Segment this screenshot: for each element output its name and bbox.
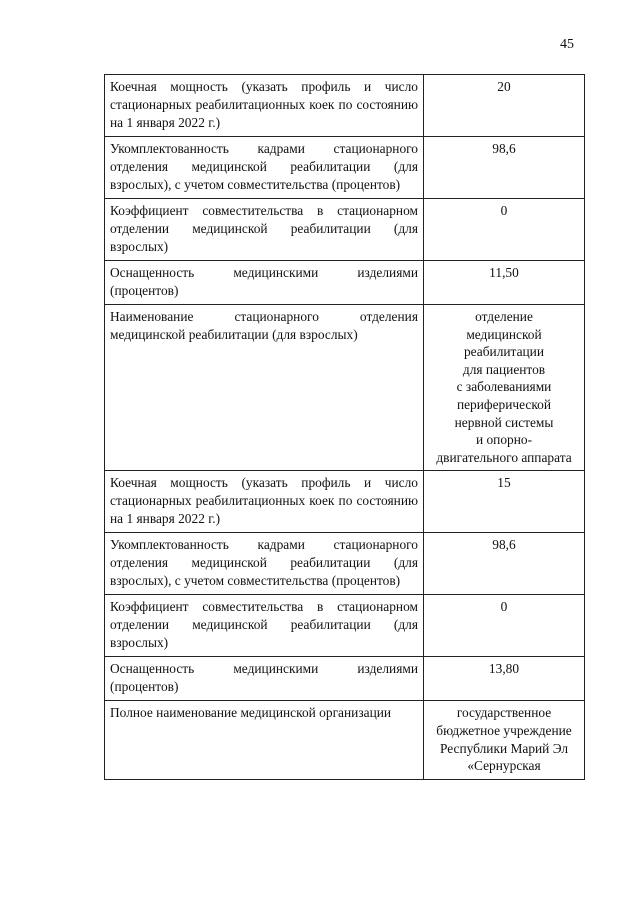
row-value-text: государственное <box>456 705 552 721</box>
row-label-text: медицинской реабилитации (для взрослых) <box>110 327 358 342</box>
row-label-text: отделения медицинской реабилитации <box>110 555 371 571</box>
row-value-cell <box>424 657 585 701</box>
row-value-cell <box>424 305 585 471</box>
row-label-cell <box>105 657 424 701</box>
row-value-text: для пациентов <box>462 361 546 377</box>
row-value-text: с заболеваниями <box>456 379 552 395</box>
row-label-cell <box>105 75 424 137</box>
row-label-text: Оснащенность медицинскими изделиями <box>110 661 418 677</box>
row-label-cell <box>105 533 424 595</box>
row-value-text: «Сернурская <box>467 758 541 774</box>
table-row <box>105 595 585 657</box>
row-label-text: Полное наименование медицинской <box>110 705 316 721</box>
table-row <box>105 305 585 471</box>
row-value-cell <box>424 595 585 657</box>
table-row <box>105 199 585 261</box>
row-label-text: организации <box>319 705 392 721</box>
row-label-text: Коэффициент совместительства <box>110 203 304 218</box>
row-label-text: по состоянию на 1 января 2022 г.) <box>110 493 418 527</box>
row-value-cell <box>424 533 585 595</box>
table-row <box>105 75 585 137</box>
row-label-text: по состоянию на 1 января 2022 г.) <box>110 97 418 130</box>
page-number: 45 <box>560 37 574 52</box>
row-label-text: Оснащенность медицинскими изделиями <box>110 265 418 280</box>
row-value-text: двигательного аппарата <box>436 449 572 465</box>
row-label-text: (процентов) <box>110 283 179 298</box>
row-label-text: стационарных реабилитационных коек <box>110 493 335 509</box>
row-label-text: реабилитации (для взрослых) <box>110 221 418 254</box>
row-label-text: Коэффициент совместительства <box>110 599 304 615</box>
row-label-text: Наименование стационарного отделения <box>110 309 418 324</box>
row-value-cell <box>424 75 585 137</box>
row-label-text: Коечная мощность (указать профиль и число <box>110 475 418 491</box>
row-value-text: реабилитации <box>463 344 545 360</box>
row-label-cell <box>105 701 424 779</box>
document-table <box>104 74 585 780</box>
table-row <box>105 657 585 701</box>
row-label-text: (для взрослых), с учетом совместительства <box>110 159 418 192</box>
table-row <box>105 137 585 199</box>
row-value-cell <box>424 701 585 779</box>
row-label-cell <box>105 137 424 199</box>
table-body <box>105 75 585 780</box>
row-value-text: медицинской <box>466 326 542 342</box>
row-value-cell <box>424 137 585 199</box>
row-value-text: 13,80 <box>488 661 520 677</box>
table-row <box>105 533 585 595</box>
table-row <box>105 261 585 305</box>
table-row <box>105 701 585 779</box>
row-label-cell <box>105 261 424 305</box>
row-label-text: в стационарном отделении медицинской <box>110 203 418 236</box>
row-value-text: и опорно- <box>475 432 533 448</box>
row-value-text: 11,50 <box>489 265 519 280</box>
row-label-text: стационарных реабилитационных коек <box>110 97 335 112</box>
row-label-text: (процентов) <box>110 679 179 695</box>
row-value-text: 0 <box>500 203 508 218</box>
row-value-cell <box>424 199 585 261</box>
row-value-text: 98,6 <box>492 537 516 553</box>
row-label-text: Укомплектованность кадрами стационарного <box>110 537 418 553</box>
row-label-cell <box>105 305 424 471</box>
row-label-cell <box>105 471 424 533</box>
row-value-cell <box>424 261 585 305</box>
row-label-cell <box>105 595 424 657</box>
row-value-text: 98,6 <box>492 141 516 156</box>
row-label-text: (для взрослых), с учетом совместительства <box>110 555 418 589</box>
row-value-text: отделение <box>475 309 533 324</box>
row-label-text: в стационарном отделении медицинской <box>110 599 418 633</box>
row-value-cell <box>424 471 585 533</box>
row-value-text: периферической <box>456 396 552 412</box>
row-value-text: бюджетное учреждение <box>436 722 572 738</box>
row-label-text: реабилитации (для взрослых) <box>110 617 418 651</box>
row-label-text: отделения медицинской реабилитации <box>110 159 371 174</box>
row-value-text: 20 <box>497 79 511 94</box>
row-value-text: 0 <box>500 599 508 615</box>
row-label-text: (процентов) <box>331 177 401 192</box>
row-value-text: нервной системы <box>454 414 554 430</box>
table-row <box>105 471 585 533</box>
row-value-text: 15 <box>497 475 511 491</box>
row-label-text: Коечная мощность (указать профиль и число <box>110 79 418 94</box>
row-label-text: (процентов) <box>331 573 401 589</box>
row-label-text: Укомплектованность кадрами стационарного <box>110 141 418 156</box>
row-label-cell <box>105 199 424 261</box>
row-value-text: Республики Марий Эл <box>439 740 569 756</box>
